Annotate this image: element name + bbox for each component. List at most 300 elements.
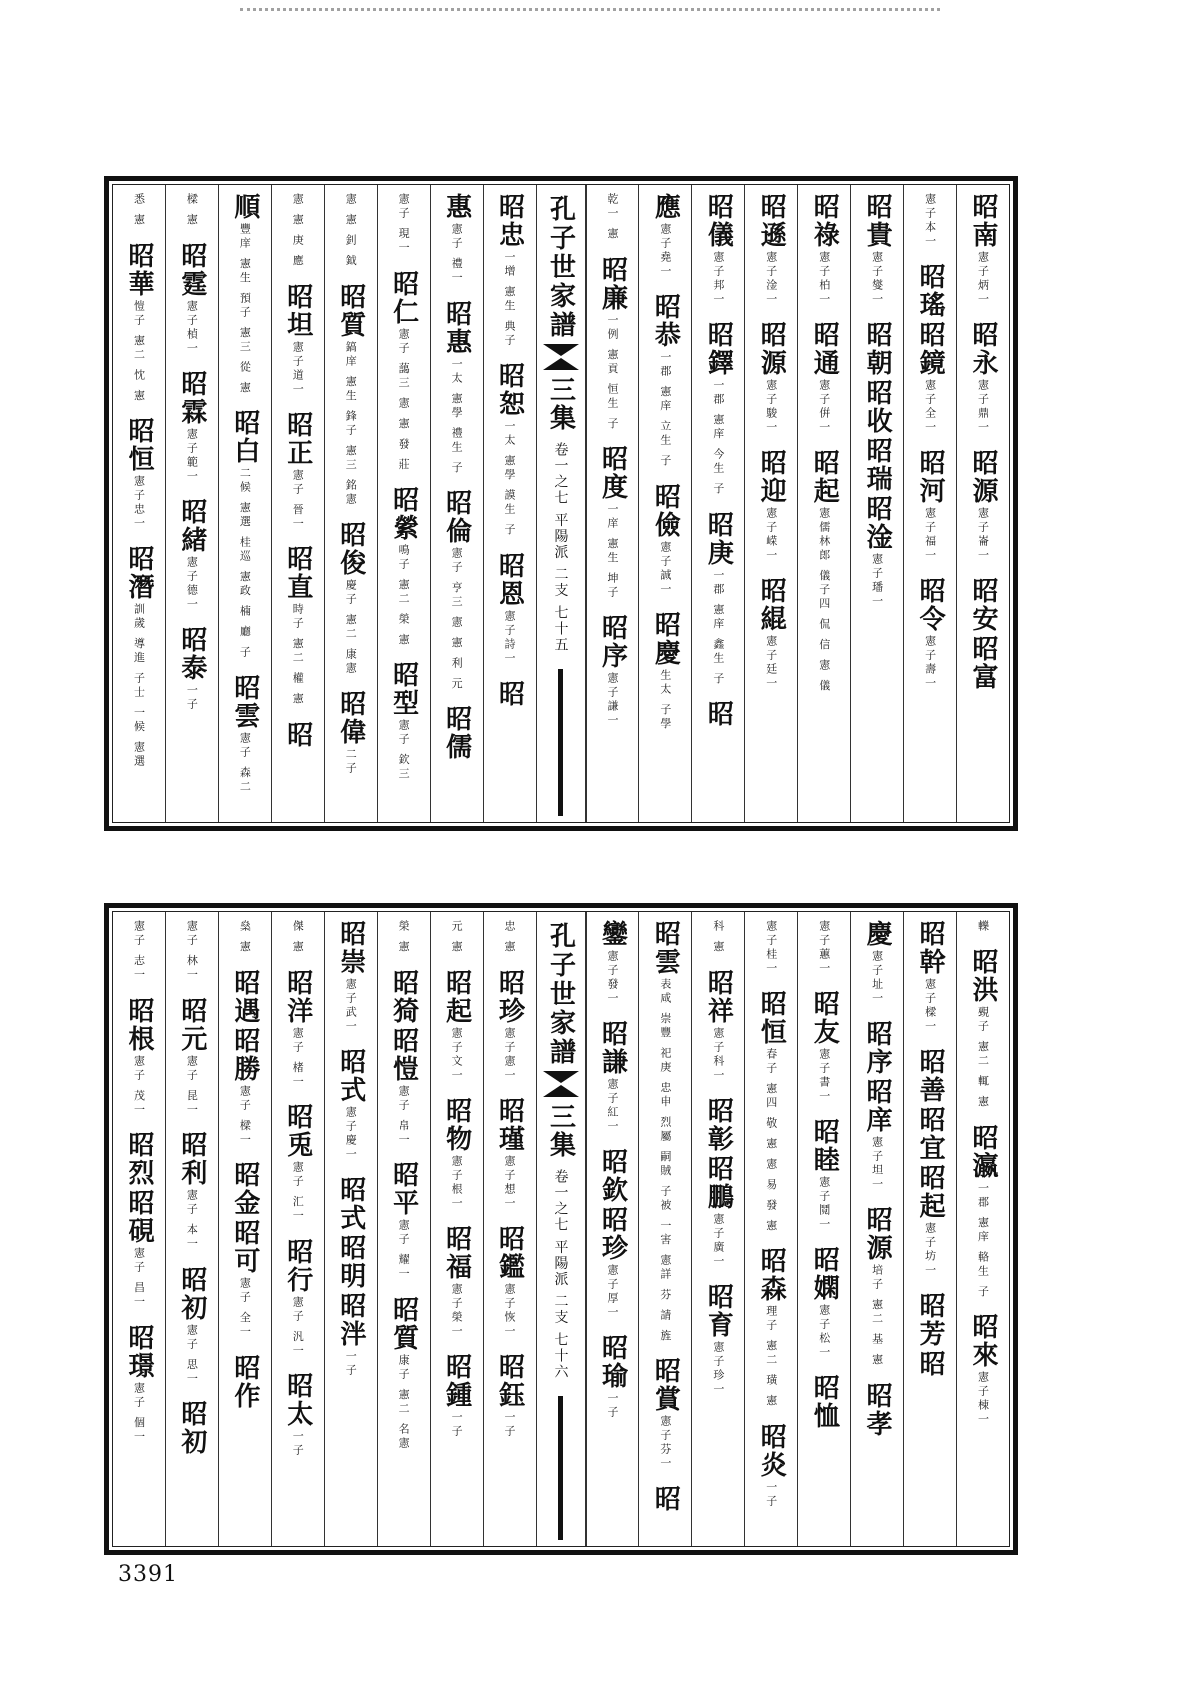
- genealogy-entry: [388, 969, 420, 1027]
- genealogy-entry: [282, 969, 314, 1104]
- lineage-note: 慶子 憲二 康憲: [344, 578, 358, 676]
- genealogy-entry: [397, 920, 410, 969]
- genealogy-entry: [282, 721, 314, 751]
- person-name: 昭太: [282, 1372, 313, 1428]
- genealogy-entry: [649, 293, 681, 483]
- person-name: 昭初: [176, 1265, 207, 1322]
- genealogy-entry: [123, 242, 155, 418]
- genealogy-entry: [441, 300, 473, 490]
- lineage-note: 憲子 汇一: [291, 1161, 305, 1224]
- person-name: 昭白: [229, 409, 260, 466]
- person-name: 昭祥: [703, 968, 734, 1025]
- genealogy-entry: [123, 1189, 155, 1324]
- genealogy-entry: [808, 1246, 840, 1374]
- lineage-note: 燊 憲: [238, 920, 252, 955]
- genealogy-entry: [176, 1400, 208, 1458]
- person-name: 昭嫻: [809, 1246, 840, 1302]
- genealogy-entry: [123, 997, 155, 1132]
- genealogy-entry: [702, 1283, 734, 1411]
- lineage-note: 憲子 晉一: [291, 468, 305, 531]
- lineage-note: 忠 憲: [503, 920, 517, 955]
- person-name: 昭令: [915, 577, 946, 633]
- person-name: 昭善: [915, 1048, 946, 1104]
- person-name: 昭行: [282, 1237, 313, 1294]
- person-name: 昭源: [862, 1206, 893, 1262]
- genealogy-entry: [596, 920, 628, 1020]
- person-name: 昭: [650, 1485, 681, 1514]
- lineage-note: 乾一 憲: [605, 193, 619, 242]
- genealogy-entry: [132, 193, 145, 242]
- person-name: 昭起: [441, 968, 472, 1025]
- person-name: 昭烈: [123, 1131, 154, 1187]
- genealogy-entry: [176, 1266, 208, 1401]
- lineage-note: 憲子堯一: [658, 223, 672, 279]
- genealogy-entry: [229, 1027, 261, 1162]
- person-name: 昭俊: [335, 520, 366, 577]
- genealogy-column: [377, 912, 430, 1546]
- genealogy-entry: [335, 521, 367, 690]
- genealogy-column: [113, 912, 165, 1546]
- genealogy-column: [586, 912, 639, 1546]
- person-name: 昭泰: [176, 625, 207, 682]
- genealogy-entry: [494, 1097, 526, 1225]
- genealogy-entry: [808, 990, 840, 1118]
- person-name: 昭瑜: [597, 1334, 628, 1390]
- volume-label: 三集: [545, 376, 576, 432]
- person-name: 昭正: [282, 410, 313, 467]
- genealogy-entry: [606, 193, 619, 256]
- genealogy-entry: [229, 1219, 261, 1354]
- person-name: 昭瑤: [915, 263, 946, 319]
- person-name: 昭源: [756, 321, 787, 377]
- lineage-note: 科 憲: [711, 920, 725, 955]
- person-name: 昭仁: [388, 269, 419, 326]
- person-name: 昭明: [335, 1234, 366, 1290]
- lineage-note: 憲子 林一: [185, 920, 199, 983]
- genealogy-entry: [914, 1106, 946, 1164]
- lineage-note: 憲子樑一: [923, 978, 937, 1034]
- fishtail-mark: [543, 1071, 579, 1083]
- genealogy-entry: [702, 511, 734, 701]
- lineage-note: 憲子廣一: [711, 1212, 725, 1269]
- genealogy-entry: [702, 1097, 734, 1155]
- genealogy-column: [586, 185, 639, 822]
- person-name: 昭源: [968, 449, 999, 505]
- lineage-note: 憲 憲 釗 鉞: [344, 193, 358, 269]
- genealogy-column: [218, 185, 271, 822]
- lineage-note: 憲子根一: [450, 1154, 464, 1211]
- lineage-note: 憲子 楮一: [291, 1026, 305, 1089]
- genealogy-entry: [441, 1097, 473, 1225]
- lineage-note: 憲子 帛一: [397, 1084, 411, 1147]
- person-name: 昭朝: [862, 321, 893, 377]
- genealogy-entry: [861, 920, 893, 1020]
- genealogy-column: [638, 185, 691, 822]
- genealogy-entry: [229, 409, 261, 674]
- genealogy-entry: [649, 1485, 681, 1515]
- genealogy-entry: [808, 1374, 840, 1432]
- person-name: 昭直: [282, 545, 313, 601]
- person-name: 昭宜: [915, 1106, 946, 1162]
- lineage-note: 憲子憲一: [503, 1026, 517, 1083]
- person-name: 昭鑑: [494, 1224, 525, 1281]
- lineage-note: 憲子廷一: [764, 635, 778, 691]
- genealogy-entry: [755, 449, 787, 577]
- lineage-note: 憲子坊一: [923, 1222, 937, 1278]
- genealogy-entry: [441, 969, 473, 1097]
- person-name: 昭珍: [494, 968, 525, 1025]
- genealogy-entry: [596, 1020, 628, 1148]
- genealogy-entry: [596, 1206, 628, 1334]
- genealogy-entry: [967, 449, 999, 577]
- genealogy-entry: [388, 1027, 420, 1162]
- person-name: 昭安: [968, 577, 999, 633]
- genealogy-entry: [861, 1020, 893, 1078]
- person-name: 昭忠: [494, 193, 525, 249]
- lineage-note: 憲子武一: [344, 978, 358, 1034]
- lineage-note: 憲子崙一: [976, 507, 990, 563]
- lineage-note: 元 憲: [450, 920, 464, 955]
- genealogy-entry: [755, 1423, 787, 1523]
- person-name: 昭崇: [335, 920, 366, 976]
- genealogy-entry: [712, 920, 725, 969]
- genealogy-entry: [596, 614, 628, 742]
- person-name: 昭質: [335, 282, 366, 339]
- lineage-note: 憲子棟一: [976, 1371, 990, 1427]
- genealogy-entry: [808, 449, 840, 707]
- genealogy-column: [165, 185, 218, 822]
- fishtail-mark: [543, 1085, 579, 1097]
- lineage-note: 覡子 憲二 輒 憲: [976, 1006, 990, 1110]
- person-name: 昭洋: [282, 968, 313, 1025]
- person-name: 昭鍾: [441, 1352, 472, 1409]
- person-name: 昭: [282, 720, 313, 749]
- person-name: 昭璟: [123, 1323, 154, 1380]
- lineage-note: 憲子 現一: [397, 193, 411, 256]
- genealogy-entry: [441, 193, 473, 300]
- genealogy-entry: [335, 690, 367, 790]
- genealogy-entry: [291, 193, 304, 283]
- genealogy-entry: [494, 552, 526, 680]
- lineage-note: 春子 憲四 敬 憲 憲 易 發 憲: [764, 1048, 778, 1234]
- genealogy-column: [691, 912, 744, 1546]
- genealogy-entry: [229, 193, 261, 409]
- person-name: 昭賞: [650, 1357, 681, 1414]
- genealogy-entry: [441, 489, 473, 705]
- person-name: 昭可: [229, 1219, 260, 1275]
- genealogy-entry: [649, 920, 681, 1357]
- lineage-note: 憲子福一: [923, 507, 937, 563]
- lineage-note: 一庠 憲生 坤子: [605, 503, 619, 600]
- genealogy-column: [483, 912, 536, 1546]
- lineage-note: 訓歲 導進 子士 一候 憲選: [132, 603, 146, 769]
- lineage-note: 憲子 欽三: [397, 719, 411, 782]
- person-name: 昭平: [388, 1161, 419, 1217]
- lineage-note: 憲子誠一: [658, 540, 672, 597]
- person-name: 昭恕: [494, 362, 525, 418]
- genealogy-columns: [113, 912, 1009, 1546]
- genealogy-column: [903, 912, 956, 1546]
- genealogy-entry: [702, 969, 734, 1097]
- person-name: 昭瑾: [494, 1096, 525, 1153]
- scan-noise: [240, 8, 940, 23]
- genealogy-entry: [494, 1225, 526, 1353]
- lineage-note: 悉 憲: [132, 193, 146, 228]
- person-name: 昭儀: [703, 193, 734, 249]
- lineage-note: 憲子 森二: [238, 732, 252, 795]
- lineage-note: 憲子楨一: [185, 299, 199, 356]
- genealogy-columns: [113, 185, 1009, 822]
- person-name: 昭雲: [229, 674, 260, 731]
- lineage-note: 憲子鼎一: [976, 379, 990, 435]
- genealogy-column: [956, 185, 1009, 822]
- lineage-note: 憲子想一: [503, 1154, 517, 1211]
- person-name: 昭來: [968, 1313, 999, 1369]
- person-name: 昭霖: [176, 369, 207, 426]
- person-name: 昭珍: [597, 1206, 628, 1262]
- person-name: 昭: [494, 679, 525, 708]
- person-name: 昭坦: [282, 282, 313, 339]
- person-name: 昭作: [229, 1353, 260, 1410]
- lineage-note: 二候 憲選 桂巡 憲政 楠 廳 子: [238, 467, 252, 661]
- person-name: 昭利: [176, 1131, 207, 1187]
- genealogy-entry: [914, 1048, 946, 1106]
- genealogy-column: [430, 185, 483, 822]
- person-name: 昭兎: [282, 1103, 313, 1159]
- genealogy-entry: [914, 1350, 946, 1380]
- genealogy-entry: [818, 920, 831, 990]
- lineage-note: 憲子珍一: [711, 1340, 725, 1397]
- genealogy-entry: [335, 283, 367, 521]
- lineage-note: 憲子 個一: [132, 1381, 146, 1444]
- genealogy-entry: [388, 661, 420, 796]
- lineage-note: 憲子坦一: [870, 1136, 884, 1192]
- genealogy-entry: [649, 483, 681, 611]
- person-name: 應: [650, 193, 681, 221]
- lineage-note: 憲子詩一: [503, 609, 517, 666]
- lineage-note: 一子: [450, 1410, 464, 1439]
- book-title: 孔子世家譜: [545, 195, 576, 340]
- lineage-note: 憲子紅一: [605, 1078, 619, 1134]
- person-name: 昭: [915, 1350, 946, 1378]
- lineage-note: 憲子芬一: [658, 1415, 672, 1472]
- lineage-note: 憲子倂一: [817, 379, 831, 435]
- genealogy-column: [638, 912, 691, 1546]
- genealogy-entry: [808, 321, 840, 449]
- lineage-note: 一子: [605, 1392, 619, 1420]
- genealogy-entry: [123, 1324, 155, 1459]
- person-name: 昭起: [809, 449, 840, 505]
- genealogy-column: [797, 912, 850, 1546]
- genealogy-entry: [441, 705, 473, 763]
- lineage-note: 憲子駿一: [764, 379, 778, 435]
- genealogy-entry: [967, 1124, 999, 1314]
- genealogy-entry: [335, 1048, 367, 1176]
- genealogy-column: [377, 185, 430, 822]
- lineage-note: 一太 憲學 謨生 子: [503, 420, 517, 538]
- genealogy-entry: [185, 920, 198, 997]
- lineage-note: 憲子本一: [923, 193, 937, 249]
- person-name: 昭惠: [441, 299, 472, 356]
- genealogy-entry: [596, 445, 628, 614]
- person-name: 昭森: [756, 1247, 787, 1304]
- genealogy-entry: [765, 920, 778, 990]
- genealogy-entry: [176, 498, 208, 626]
- genealogy-entry: [176, 626, 208, 726]
- person-name: 昭迎: [756, 449, 787, 505]
- genealogy-entry: [861, 437, 893, 495]
- person-name: 昭幹: [915, 920, 946, 976]
- lineage-note: 康子 憲二 名憲: [397, 1353, 411, 1451]
- lineage-note: 憲子璠一: [870, 553, 884, 609]
- genealogy-entry: [176, 1131, 208, 1266]
- person-name: 昭儉: [650, 482, 681, 539]
- genealogy-entry: [861, 379, 893, 437]
- lineage-note: 轢: [976, 920, 990, 934]
- lineage-note: 豐庠 憲生 預子 憲三 從 憲: [238, 223, 252, 396]
- lineage-note: 憲子 禮一: [450, 223, 464, 286]
- genealogy-entry: [291, 920, 304, 969]
- person-name: 昭泮: [335, 1292, 366, 1348]
- genealogy-entry: [441, 1353, 473, 1453]
- person-name: 慶: [862, 920, 893, 948]
- genealogy-entry: [388, 270, 420, 486]
- person-name: 昭庠: [862, 1078, 893, 1134]
- person-name: 昭緒: [176, 497, 207, 554]
- genealogy-entry: [649, 1357, 681, 1485]
- genealogy-column: [744, 912, 797, 1546]
- genealogy-entry: [185, 193, 198, 242]
- genealogy-entry: [914, 1292, 946, 1350]
- person-name: 昭質: [388, 1295, 419, 1352]
- genealogy-entry: [596, 1148, 628, 1206]
- genealogy-entry: [755, 193, 787, 321]
- genealogy-entry: [808, 1118, 840, 1246]
- person-name: 昭序: [862, 1020, 893, 1076]
- person-name: 昭緄: [756, 577, 787, 633]
- genealogy-column: [324, 912, 377, 1546]
- genealogy-entry: [755, 1247, 787, 1423]
- lineage-note: 鳴子 憲二 榮 憲: [397, 543, 411, 648]
- center-banner: [536, 912, 586, 1546]
- genealogy-entry: [914, 321, 946, 449]
- lineage-note: 憲子炳一: [976, 251, 990, 307]
- person-name: 昭彰: [703, 1096, 734, 1153]
- genealogy-entry: [123, 545, 155, 783]
- genealogy-entry: [229, 1354, 261, 1412]
- genealogy-entry: [755, 990, 787, 1247]
- person-name: 昭恤: [809, 1374, 840, 1430]
- person-name: 昭潛: [123, 545, 154, 601]
- person-name: 昭慶: [650, 610, 681, 667]
- person-name: 昭型: [388, 661, 419, 718]
- genealogy-entry: [914, 577, 946, 705]
- person-name: 昭硯: [123, 1189, 154, 1245]
- genealogy-entry: [335, 920, 367, 1048]
- genealogy-column: [430, 912, 483, 1546]
- lineage-note: 憲子蕙一: [817, 920, 831, 976]
- chapter-subtitle: 卷一之七 平陽派 二支 七十六: [552, 1169, 569, 1381]
- person-name: 昭洪: [968, 948, 999, 1004]
- person-name: 昭華: [123, 241, 154, 298]
- genealogy-entry: [924, 193, 937, 263]
- genealogy-entry: [176, 997, 208, 1132]
- genealogy-entry: [861, 193, 893, 321]
- person-name: 昭庚: [703, 510, 734, 567]
- person-name: 昭河: [915, 449, 946, 505]
- genealogy-column: [850, 185, 903, 822]
- genealogy-entry: [967, 321, 999, 449]
- genealogy-entry: [238, 920, 251, 969]
- book-title: 孔子世家譜: [545, 922, 576, 1067]
- genealogy-entry: [967, 635, 999, 693]
- fishtail-mark: [543, 344, 579, 356]
- genealogy-entry: [967, 948, 999, 1124]
- person-name: 昭偉: [335, 689, 366, 746]
- person-name: 昭勝: [229, 1026, 260, 1083]
- lineage-note: 愷子 憲二 忱 憲: [132, 299, 146, 403]
- lineage-note: 憲子 志一: [132, 920, 146, 983]
- chapter-subtitle: 卷一之七 平陽派 二支 七十五: [552, 442, 569, 654]
- lineage-note: 憲子壽一: [923, 635, 937, 691]
- lineage-note: 一太 憲學 禮生 子: [450, 357, 464, 475]
- person-name: 昭鈺: [494, 1352, 525, 1409]
- lineage-note: 憲子 本一: [185, 1189, 199, 1252]
- person-name: 昭鐸: [703, 321, 734, 377]
- lineage-note: 憲子 藹三 憲 憲 發 莊: [397, 327, 411, 472]
- lineage-note: 憲子邦一: [711, 251, 725, 307]
- person-name: 昭謙: [597, 1020, 628, 1076]
- genealogy-entry: [755, 577, 787, 705]
- page-panel-lower: [104, 903, 1018, 1555]
- genealogy-entry: [914, 920, 946, 1048]
- fishtail-mark: [543, 358, 579, 370]
- genealogy-column: [165, 912, 218, 1546]
- person-name: 昭初: [176, 1400, 207, 1456]
- genealogy-entry: [335, 1234, 367, 1292]
- person-name: 昭福: [441, 1224, 472, 1281]
- genealogy-entry: [755, 321, 787, 449]
- genealogy-entry: [123, 417, 155, 545]
- person-name: 昭育: [703, 1282, 734, 1339]
- lineage-note: 憲子 昌一: [132, 1247, 146, 1310]
- person-name: 昭孝: [862, 1381, 893, 1438]
- lineage-note: 樑 憲: [185, 193, 199, 228]
- genealogy-entry: [282, 1372, 314, 1472]
- genealogy-entry: [282, 1238, 314, 1373]
- genealogy-entry: [229, 1161, 261, 1219]
- genealogy-entry: [282, 411, 314, 546]
- person-name: 順: [229, 193, 260, 221]
- genealogy-entry: [388, 1296, 420, 1465]
- genealogy-entry: [344, 193, 357, 283]
- lineage-note: 一子: [764, 1480, 778, 1509]
- person-name: 惠: [441, 193, 472, 221]
- person-name: 昭通: [809, 321, 840, 377]
- person-name: 昭淦: [862, 495, 893, 551]
- person-name: 昭遇: [229, 968, 260, 1025]
- genealogy-entry: [335, 1176, 367, 1234]
- genealogy-column: [850, 912, 903, 1546]
- lineage-note: 憲子 樑一: [238, 1084, 252, 1147]
- person-name: 昭縈: [388, 485, 419, 542]
- genealogy-entry: [596, 1334, 628, 1434]
- lineage-note: 憲子發一: [605, 950, 619, 1006]
- genealogy-entry: [494, 969, 526, 1097]
- genealogy-entry: [388, 486, 420, 662]
- lineage-note: 一增 憲生 典子: [503, 251, 517, 348]
- genealogy-column: [271, 912, 324, 1546]
